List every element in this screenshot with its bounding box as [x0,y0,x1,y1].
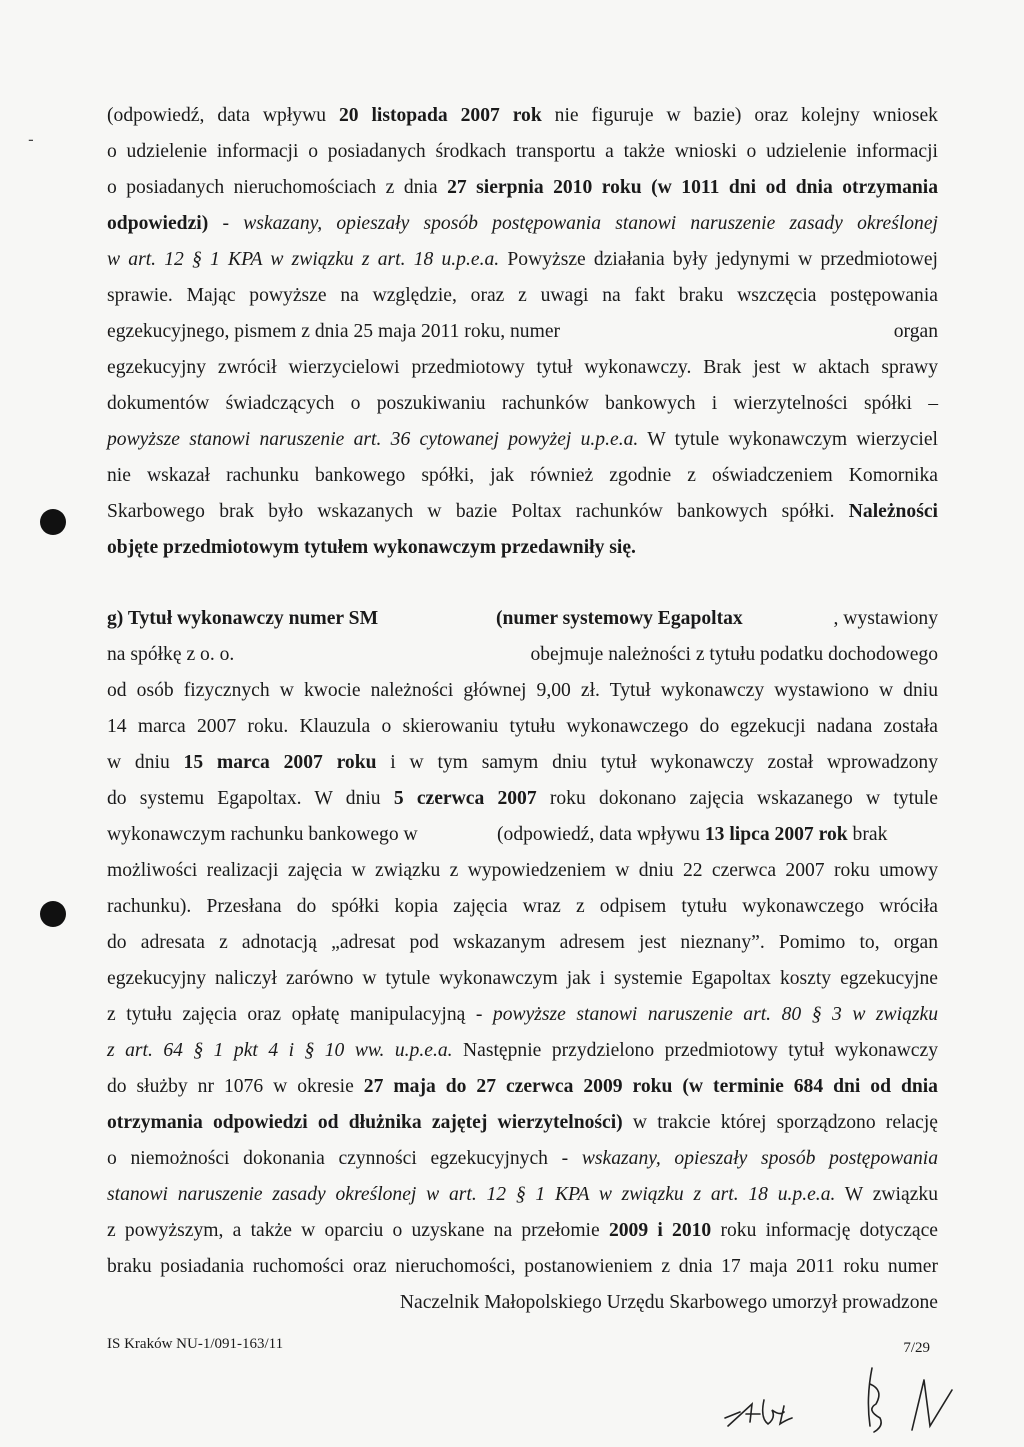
paragraph-2-line-12: z tytułu zajęcia oraz opłatę manipulacyjną - powyższe stanowi naruszenie art. 80 § 3 w związku [107,1004,938,1025]
paragraph-1-line-2: o udzielenie informacji o posiadanych środkach transportu a także wnioski o udzielenie informacji [107,141,938,162]
handwritten-initials-signature [680,1360,980,1440]
paragraph-2-line-7: wykonawczym rachunku bankowego w (odpowiedź, data wpływu 13 lipca 2007 rok brak [107,824,888,845]
paragraph-2-line-1: g) Tytuł wykonawczy numer SM (numer systemowy Egapoltax , wystawiony [107,608,938,629]
paragraph-1-line-9: dokumentów świadczących o poszukiwaniu rachunków bankowych i wierzytelności spółki – [107,393,938,414]
paragraph-2-line-6: do systemu Egapoltax. W dniu 5 czerwca 2007 roku dokonano zajęcia wskazanego w tytule [107,788,938,809]
paragraph-2-line-9: rachunku). Przesłana do spółki kopia zajęcia wraz z odpisem tytułu wykonawczego wróciła [107,896,938,917]
punch-hole-top [40,509,66,535]
page-number: 7/29 [903,1340,930,1356]
paragraph-1-line-12: Skarbowego brak było wskazanych w bazie Poltax rachunków bankowych spółki. Należności [107,501,938,522]
paragraph-2-line-20: Naczelnik Małopolskiego Urzędu Skarbowego umorzył prowadzone [399,1292,938,1313]
paragraph-1-line-7: egzekucyjnego, pismem z dnia 25 maja 2011 roku, numer organ [107,321,938,342]
document-reference: IS Kraków NU-1/091-163/11 [107,1336,284,1352]
paragraph-2-line-8: możliwości realizacji zajęcia w związku z wypowiedzeniem w dniu 22 czerwca 2007 roku umowy [107,860,938,881]
paragraph-1-line-13: objęte przedmiotowym tytułem wykonawczym przedawniły się. [107,537,636,558]
paragraph-1-line-4: odpowiedzi) - wskazany, opieszały sposób postępowania stanowi naruszenie zasady określonej [107,213,938,234]
paragraph-2-line-3: od osób fizycznych w kwocie należności głównej 9,00 zł. Tytuł wykonawczy wystawiono w dniu [107,680,938,701]
paragraph-2-line-17: stanowi naruszenie zasady określonej w art. 12 § 1 KPA w związku z art. 18 u.p.e.a. W związku [107,1184,938,1205]
paragraph-2-line-16: o niemożności dokonania czynności egzekucyjnych - wskazany, opieszały sposób postępowania [107,1148,938,1169]
paragraph-1-line-10: powyższe stanowi naruszenie art. 36 cytowanej powyżej u.p.e.a. W tytule wykonawczym wierzyciel [107,429,938,450]
paragraph-2-line-11: egzekucyjny naliczył zarówno w tytule wykonawczym jak i systemie Egapoltax koszty egzekucyjne [107,968,938,989]
paragraph-1-line-3: o posiadanych nieruchomościach z dnia 27 sierpnia 2010 roku (w 1011 dni od dnia otrzymania [107,177,938,198]
margin-mark: - [28,130,34,149]
paragraph-2-line-14: do służby nr 1076 w okresie 27 maja do 27 czerwca 2009 roku (w terminie 684 dni od dnia [107,1076,938,1097]
paragraph-2-line-10: do adresata z adnotacją „adresat pod wskazanym adresem jest nieznany”. Pomimo to, organ [107,932,938,953]
paragraph-2-line-5: w dniu 15 marca 2007 roku i w tym samym dniu tytuł wykonawczy został wprowadzony [107,752,938,773]
paragraph-1-line-5: w art. 12 § 1 KPA w związku z art. 18 u.p.e.a. Powyższe działania były jedynymi w przedmiotowej [107,249,938,270]
paragraph-1-line-8: egzekucyjny zwrócił wierzycielowi przedmiotowy tytuł wykonawczy. Brak jest w aktach sprawy [107,357,938,378]
paragraph-1-line-11: nie wskazał rachunku bankowego spółki, jak również zgodnie z oświadczeniem Komornika [107,465,938,486]
paragraph-1-line-6: sprawie. Mając powyższe na względzie, oraz z uwagi na fakt braku wszczęcia postępowania [107,285,938,306]
paragraph-1-line-1: (odpowiedź, data wpływu 20 listopada 2007 rok nie figuruje w bazie) oraz kolejny wniosek [107,105,938,126]
paragraph-2-line-15: otrzymania odpowiedzi od dłużnika zajętej wierzytelności) w trakcie której sporządzono relację [107,1112,938,1133]
punch-hole-bottom [40,901,66,927]
paragraph-2-line-2: na spółkę z o. o. obejmuje należności z tytułu podatku dochodowego [107,644,938,665]
paragraph-2-line-13: z art. 64 § 1 pkt 4 i § 10 ww. u.p.e.a. Następnie przydzielono przedmiotowy tytuł wykonawczy [107,1040,938,1061]
paragraph-2-line-4: 14 marca 2007 roku. Klauzula o skierowaniu tytułu wykonawczego do egzekucji nadana została [107,716,938,737]
paragraph-2-line-19: braku posiadania ruchomości oraz nieruchomości, postanowieniem z dnia 17 maja 2011 roku numer [107,1256,938,1277]
paragraph-2-line-18: z powyższym, a także w oparciu o uzyskane na przełomie 2009 i 2010 roku informację dotyczące [107,1220,938,1241]
